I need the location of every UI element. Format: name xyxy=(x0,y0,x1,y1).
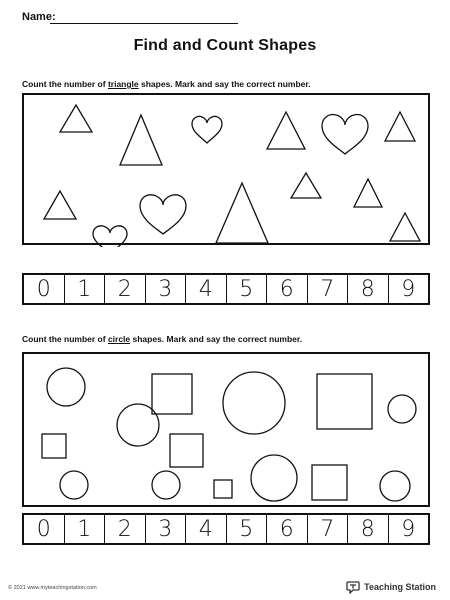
number-choice[interactable]: 7 xyxy=(308,515,349,543)
square-shape xyxy=(152,374,192,414)
number-choice[interactable]: 4 xyxy=(186,275,227,303)
square-shape xyxy=(42,434,66,458)
circle-shape xyxy=(60,471,88,499)
number-choice[interactable]: 4 xyxy=(186,515,227,543)
shapes-canvas-1 xyxy=(24,95,432,247)
number-choice[interactable]: 5 xyxy=(227,275,268,303)
number-row-1 xyxy=(22,273,430,305)
circle-shape xyxy=(388,395,416,423)
name-field[interactable] xyxy=(50,23,238,24)
number-choice[interactable]: 2 xyxy=(105,275,146,303)
triangle-shapes-panel xyxy=(22,93,430,245)
number-choice[interactable]: 6 xyxy=(267,515,308,543)
square-shape xyxy=(312,465,347,500)
number-choice[interactable]: 8 xyxy=(348,515,389,543)
square-shape xyxy=(170,434,203,467)
triangle-shape xyxy=(291,173,321,198)
page-title: Find and Count Shapes xyxy=(133,37,317,54)
number-choice[interactable]: 0 xyxy=(24,515,65,543)
triangle-shape xyxy=(267,112,305,149)
triangle-shape xyxy=(120,115,162,165)
circle-shape xyxy=(223,372,285,434)
number-choice[interactable]: 6 xyxy=(267,275,308,303)
instruction-circles: Count the number of circle shapes. Mark and say the correct number. xyxy=(22,334,303,344)
number-choice[interactable]: 5 xyxy=(227,515,268,543)
triangle-shape xyxy=(44,191,76,219)
heart-shape xyxy=(192,116,222,143)
number-choice[interactable]: 3 xyxy=(146,275,187,303)
heart-shape xyxy=(140,195,186,234)
number-choice[interactable]: 8 xyxy=(348,275,389,303)
number-choice[interactable]: 2 xyxy=(105,515,146,543)
number-choice[interactable]: 9 xyxy=(401,276,416,302)
triangle-shape xyxy=(216,183,268,243)
number-choice[interactable]: 3 xyxy=(146,515,187,543)
number-choice[interactable]: 0 xyxy=(24,275,65,303)
triangle-shape xyxy=(390,213,420,241)
heart-shape xyxy=(93,226,127,247)
square-shape xyxy=(214,480,232,498)
square-shape xyxy=(317,374,372,429)
triangle-shape xyxy=(354,179,382,207)
instruction-triangles: Count the number of triangle shapes. Mark and say the correct number. xyxy=(22,79,311,89)
number-choice[interactable]: 1 xyxy=(65,275,106,303)
brand-name: Teaching Station xyxy=(364,582,436,592)
shapes-canvas-2 xyxy=(24,354,432,509)
brand-logo xyxy=(346,580,436,594)
circle-shapes-panel xyxy=(22,352,430,507)
heart-shape xyxy=(322,115,368,154)
teaching-station-logo-icon xyxy=(346,580,360,594)
circle-shape xyxy=(117,404,159,446)
circle-shape xyxy=(152,471,180,499)
number-row-2 xyxy=(22,513,430,545)
circle-shape xyxy=(47,368,85,406)
number-choice[interactable]: 1 xyxy=(65,515,106,543)
shape-word-triangle: triangle xyxy=(107,79,139,89)
triangle-shape xyxy=(385,112,415,141)
copyright-text: © 2021 www.myteachingstation.com xyxy=(8,585,97,591)
name-label: Name: xyxy=(22,11,56,23)
number-choice[interactable]: 9 xyxy=(401,516,416,542)
number-choice[interactable]: 7 xyxy=(308,275,349,303)
circle-shape xyxy=(380,471,410,501)
shape-word-circle: circle xyxy=(107,334,131,344)
circle-shape xyxy=(251,455,297,501)
triangle-shape xyxy=(60,105,92,132)
